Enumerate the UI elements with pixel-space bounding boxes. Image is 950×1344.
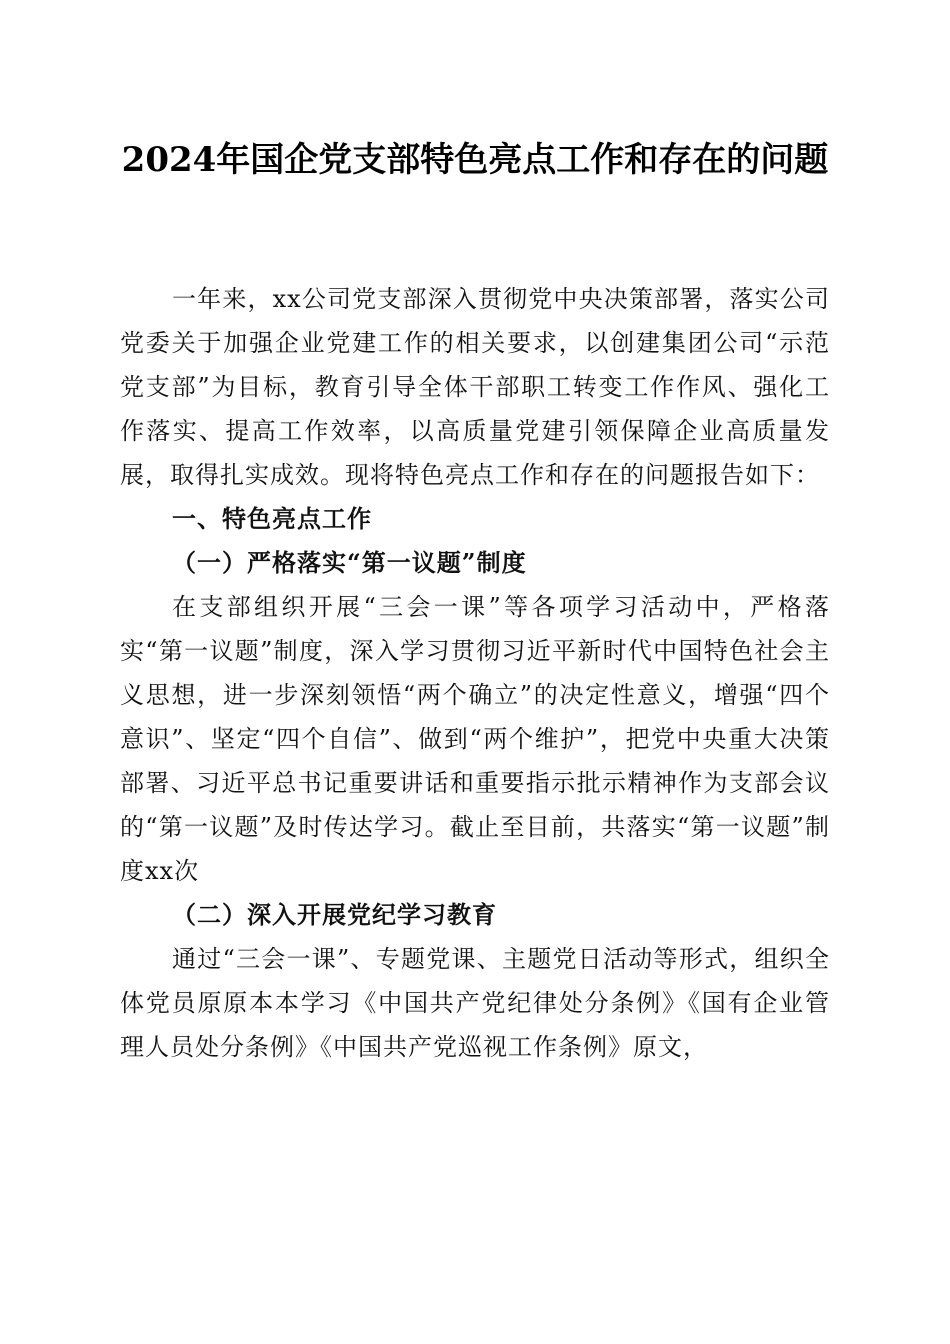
subsection-paragraph-first-topic: 在支部组织开展“三会一课”等各项学习活动中，严格落实“第一议题”制度，深入学习贯彻习近平新时代中国特色社会主义思想，进一步深刻领悟“两个确立”的决定性意义，增强“四个意识”、坚定“四个自信”、做到“两个维护”，把党中央重大决策部署、习近平总书记重要讲话和重要指示批示精神作为支部会议的“第一议题”及时传达学习。截止至目前，共落实“第一议题”制度xx次 bbox=[120, 593, 830, 885]
intro-paragraph: 一年来，xx公司党支部深入贯彻党中央决策部署，落实公司党委关于加强企业党建工作的相关要求，以创建集团公司“示范党支部”为目标，教育引导全体干部职工转变工作作风、强化工作落实、提高工作效率，以高质量党建引领保障企业高质量发展，取得扎实成效。现将特色亮点工作和存在的问题报告如下： bbox=[120, 285, 830, 489]
subsection-paragraph-discipline-education: 通过“三会一课”、专题党课、主题党日活动等形式，组织全体党员原原本本学习《中国共产党纪律处分条例》《国有企业管理人员处分条例》《中国共产党巡视工作条例》原文， bbox=[120, 945, 830, 1061]
document-title: 2024年国企党支部特色亮点工作和存在的问题 bbox=[121, 140, 829, 180]
section-heading-highlights: 一、特色亮点工作 bbox=[172, 505, 372, 533]
subsection-heading-discipline-education: （二）深入开展党纪学习教育 bbox=[172, 900, 497, 929]
subsection-heading-first-topic: （一）严格落实“第一议题”制度 bbox=[172, 548, 527, 577]
document-body bbox=[120, 277, 830, 1069]
